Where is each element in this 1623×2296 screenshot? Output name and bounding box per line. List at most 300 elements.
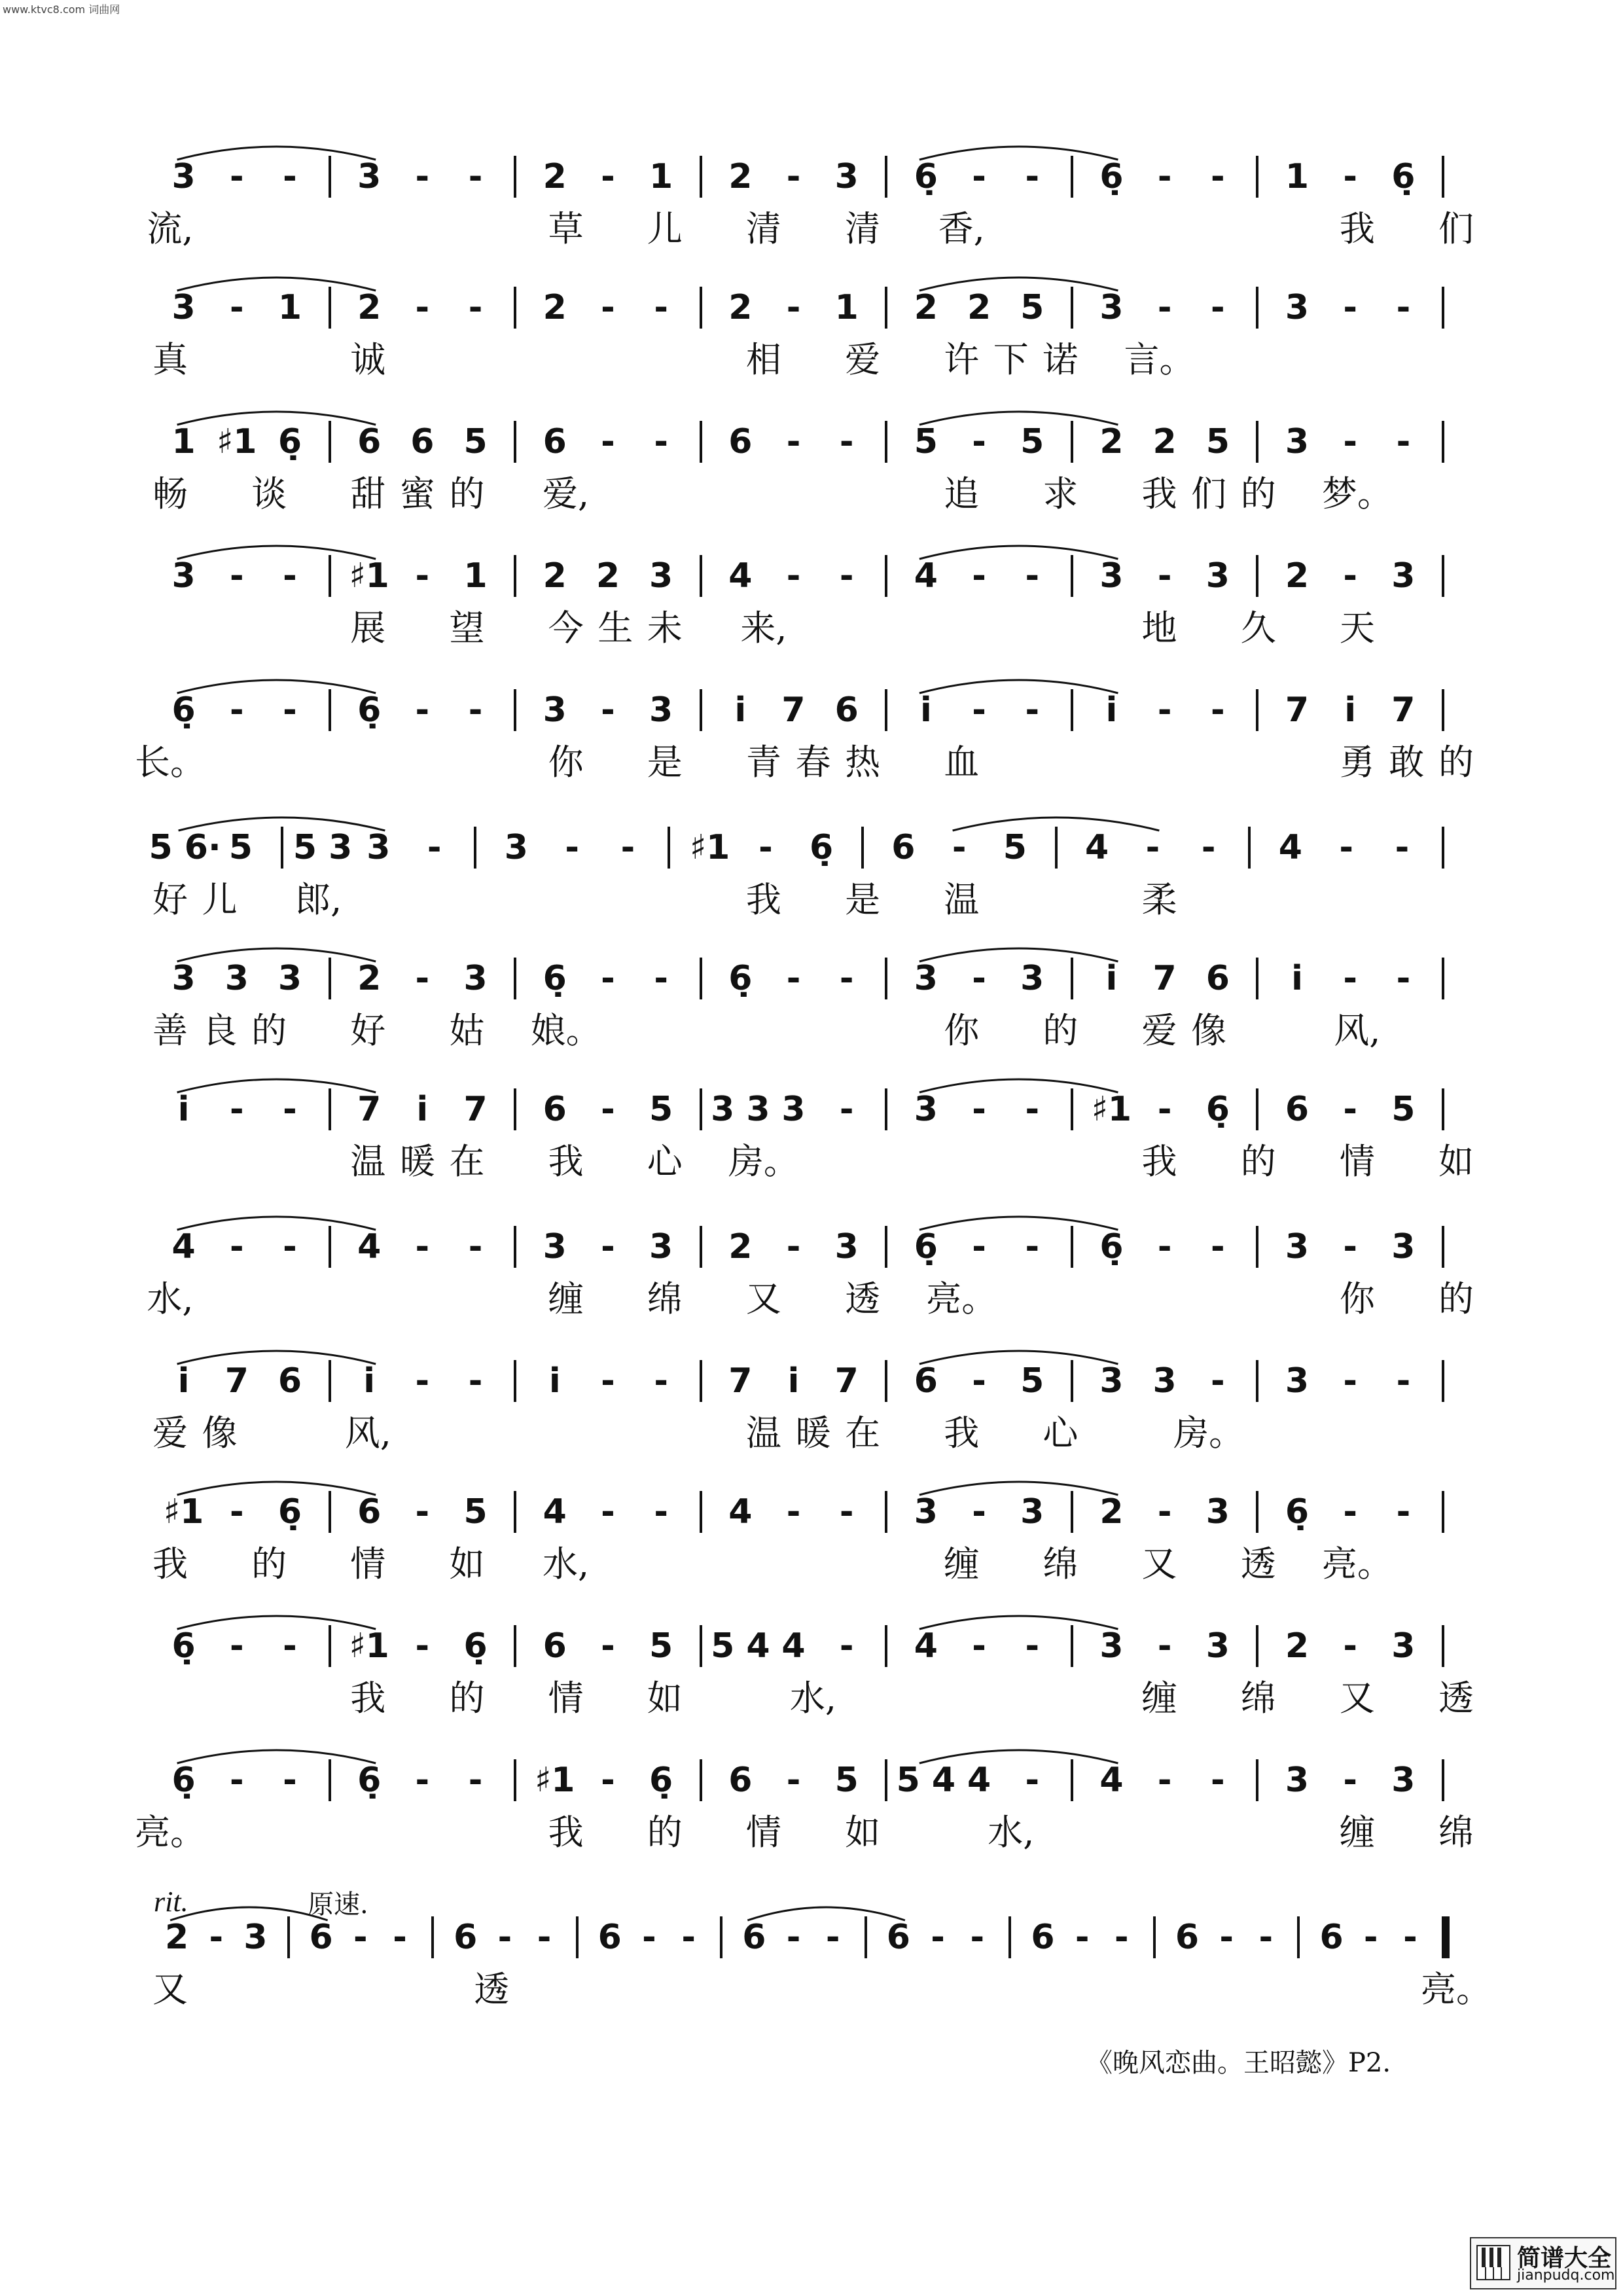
note: i̇ xyxy=(363,1361,376,1401)
note: 1 xyxy=(277,288,302,327)
lyric-char: 畅 xyxy=(152,473,188,514)
lyrics-row xyxy=(0,1672,1623,1725)
ritardando-mark: rit. xyxy=(154,1886,188,1918)
dash-note: - xyxy=(972,1090,986,1129)
note: 3 xyxy=(1205,1626,1230,1666)
barline xyxy=(1071,1759,1073,1801)
dash-note: - xyxy=(1343,1090,1357,1129)
lyric-char: 爱 xyxy=(1141,1010,1177,1051)
note: 3 xyxy=(1205,1492,1230,1532)
dash-note: - xyxy=(415,1492,430,1532)
note: 3 xyxy=(1099,1626,1124,1666)
barline xyxy=(1153,1916,1156,1958)
barline xyxy=(1442,1625,1444,1667)
note: 3 xyxy=(171,959,196,998)
barline xyxy=(1256,1759,1258,1801)
barline xyxy=(1008,1916,1011,1958)
note: 3 xyxy=(1391,1227,1416,1266)
lyric-char: 言。 xyxy=(1124,339,1195,380)
dash-note: - xyxy=(1396,1361,1411,1401)
barline xyxy=(865,1916,867,1958)
dash-note: - xyxy=(1395,828,1410,867)
lyric-char: 清 xyxy=(845,208,881,249)
note: 3 xyxy=(504,828,528,867)
barline xyxy=(885,421,887,463)
lyric-char: 情 xyxy=(548,1677,584,1719)
lyric-char: 绵 xyxy=(1240,1677,1276,1719)
note: 3 xyxy=(1285,288,1310,327)
dash-note: - xyxy=(415,691,430,730)
lyric-char: 我 xyxy=(350,1677,386,1719)
barline xyxy=(329,1491,331,1533)
lyric-char: 你 xyxy=(1339,1278,1375,1319)
dash-note: - xyxy=(1157,1761,1172,1800)
notation-row xyxy=(0,1355,1623,1407)
barline xyxy=(700,958,702,999)
dash-note: - xyxy=(229,1227,244,1266)
note: 3 xyxy=(1285,1761,1310,1800)
note: 4 xyxy=(543,1492,567,1532)
dash-note: - xyxy=(972,422,986,461)
lyric-char: 水, xyxy=(789,1677,837,1719)
lyric-char: 儿 xyxy=(202,879,238,920)
note: 4 xyxy=(1278,828,1302,867)
note: 7 xyxy=(728,1361,753,1401)
note: 5 xyxy=(649,1626,673,1666)
note: 4 xyxy=(357,1227,382,1266)
lyric-char: 亮。 xyxy=(135,1812,205,1853)
lyric-char: 温 xyxy=(350,1141,386,1182)
dash-note: - xyxy=(1157,556,1172,596)
note: 6̣ xyxy=(357,691,382,730)
note: 3 xyxy=(1152,1361,1177,1401)
dash-note: - xyxy=(468,1761,483,1800)
note: 2 xyxy=(1099,1492,1124,1532)
dash-note: - xyxy=(1403,1918,1418,1957)
dash-note: - xyxy=(1025,556,1040,596)
dash-note: - xyxy=(654,1361,668,1401)
barline xyxy=(514,555,516,597)
note: ♯1 xyxy=(689,828,730,867)
note: 3 xyxy=(781,1090,806,1129)
lyric-char: 心 xyxy=(1043,1412,1079,1454)
lyric-char: 许 xyxy=(944,339,980,380)
barline xyxy=(700,1491,702,1533)
dash-note: - xyxy=(601,1492,615,1532)
notation-row xyxy=(0,1486,1623,1538)
note: 6̣ xyxy=(810,828,834,867)
note: 4 xyxy=(728,1492,753,1532)
note: 2 xyxy=(357,288,382,327)
barline xyxy=(514,958,516,999)
dash-note: - xyxy=(601,1361,615,1401)
note: 2 xyxy=(596,556,620,596)
note: 3 xyxy=(357,157,382,196)
dash-note: - xyxy=(229,157,244,196)
dash-note: - xyxy=(825,1918,840,1957)
dash-note: - xyxy=(427,828,442,867)
dash-note: - xyxy=(1114,1918,1129,1957)
piano-icon xyxy=(1476,2245,1510,2280)
lyric-char: 蜜 xyxy=(399,473,435,514)
note: 3 xyxy=(243,1918,268,1957)
barline xyxy=(1442,1491,1444,1533)
lyric-char: 在 xyxy=(449,1141,485,1182)
lyric-char: 又 xyxy=(1339,1677,1375,1719)
note: 3 xyxy=(1391,1626,1416,1666)
barline xyxy=(885,1491,887,1533)
dash-note: - xyxy=(1025,157,1040,196)
barline xyxy=(1256,689,1258,731)
dash-note: - xyxy=(1157,1227,1172,1266)
lyric-char: 我 xyxy=(152,1543,188,1585)
note: 3 xyxy=(1285,1361,1310,1401)
lyrics-row xyxy=(0,1964,1623,2016)
dash-note: - xyxy=(972,157,986,196)
lyrics-row xyxy=(0,1407,1623,1460)
barline xyxy=(1071,958,1073,999)
dash-note: - xyxy=(283,1090,297,1129)
barline xyxy=(1442,1759,1444,1801)
lyric-char: 春 xyxy=(795,742,831,783)
barline xyxy=(700,1360,702,1402)
note: 2 xyxy=(543,157,567,196)
dash-note: - xyxy=(972,556,986,596)
dash-note: - xyxy=(1343,157,1357,196)
lyric-char: 勇 xyxy=(1339,742,1375,783)
lyric-char: 天 xyxy=(1339,607,1375,649)
note: 3 xyxy=(834,157,859,196)
dash-note: - xyxy=(229,556,244,596)
note: 5 4 xyxy=(896,1761,956,1800)
barline xyxy=(329,555,331,597)
lyric-char: 透 xyxy=(1240,1543,1276,1585)
lyric-char: 是 xyxy=(647,742,683,783)
note: i̇ xyxy=(1291,959,1303,998)
note: ♯1 xyxy=(163,1492,204,1532)
note: 7 xyxy=(1285,691,1310,730)
barline xyxy=(1442,1088,1444,1130)
dash-note: - xyxy=(601,1626,615,1666)
barline xyxy=(1071,689,1073,731)
barline xyxy=(1256,958,1258,999)
dash-note: - xyxy=(283,1626,297,1666)
lyric-char: 娘。 xyxy=(530,1010,601,1051)
note: 3 xyxy=(171,288,196,327)
lyric-char: 善 xyxy=(152,1010,188,1051)
brand-url: jianpudq.com xyxy=(1517,2267,1615,2284)
barline xyxy=(885,1088,887,1130)
note: 5 6· xyxy=(149,828,221,867)
barline xyxy=(329,689,331,731)
lyric-char: 良 xyxy=(202,1010,238,1051)
lyric-char: 的 xyxy=(251,1010,287,1051)
note: 2 xyxy=(1285,1626,1310,1666)
note: 7 xyxy=(463,1090,488,1129)
dash-note: - xyxy=(229,288,244,327)
dash-note: - xyxy=(468,288,483,327)
lyric-char: 情 xyxy=(350,1543,386,1585)
barline xyxy=(514,1088,516,1130)
lyric-char: 你 xyxy=(548,742,584,783)
lyric-char: 今 xyxy=(548,607,584,649)
notation-row xyxy=(0,821,1623,874)
note: ♯1 xyxy=(1091,1090,1132,1129)
barline xyxy=(1442,287,1444,329)
dash-note: - xyxy=(1211,157,1225,196)
lyric-char: 我 xyxy=(548,1141,584,1182)
dash-note: - xyxy=(1211,288,1225,327)
dash-note: - xyxy=(283,157,297,196)
dash-note: - xyxy=(601,691,615,730)
barline xyxy=(1071,1625,1073,1667)
dash-note: - xyxy=(415,959,430,998)
note: 6̣ xyxy=(1099,1227,1124,1266)
barline xyxy=(885,1625,887,1667)
notation-row xyxy=(0,416,1623,468)
barline xyxy=(1256,1226,1258,1268)
note: 6̣ xyxy=(728,959,753,998)
lyric-char: 的 xyxy=(1438,1278,1474,1319)
lyric-char: 如 xyxy=(647,1677,683,1719)
note: 4 xyxy=(967,1761,991,1800)
note: 7 xyxy=(834,1361,859,1401)
note: 2 xyxy=(357,959,382,998)
barline xyxy=(1297,1916,1300,1958)
dash-note: - xyxy=(229,1761,244,1800)
dash-note: - xyxy=(601,1761,615,1800)
dash-note: - xyxy=(1025,1761,1040,1800)
note: 6̣ xyxy=(1285,1492,1310,1532)
note: 5 xyxy=(463,1492,488,1532)
lyric-char: 爱 xyxy=(152,1412,188,1454)
dash-note: - xyxy=(1157,1492,1172,1532)
dash-note: - xyxy=(654,422,668,461)
barline xyxy=(576,1916,579,1958)
dash-note: - xyxy=(1343,288,1357,327)
lyric-char: 姑 xyxy=(449,1010,485,1051)
barline xyxy=(1071,1491,1073,1533)
barline xyxy=(431,1916,434,1958)
lyric-char: 热 xyxy=(845,742,881,783)
dash-note: - xyxy=(1396,1492,1411,1532)
barline xyxy=(885,1226,887,1268)
notation-row xyxy=(0,1221,1623,1273)
lyric-char: 又 xyxy=(1141,1543,1177,1585)
note: 6 xyxy=(1205,959,1230,998)
note: 5 xyxy=(228,828,253,867)
notation-row xyxy=(0,1620,1623,1672)
barline xyxy=(1256,156,1258,198)
note: 2 xyxy=(1099,422,1124,461)
barline xyxy=(1071,555,1073,597)
note: 6 xyxy=(1285,1090,1310,1129)
notation-row xyxy=(0,1083,1623,1136)
barline xyxy=(1256,1360,1258,1402)
note: 3 xyxy=(1205,556,1230,596)
barline xyxy=(720,1916,722,1958)
note: 2 xyxy=(728,157,753,196)
lyric-char: 相 xyxy=(745,339,781,380)
note: 6 xyxy=(834,691,859,730)
barline xyxy=(1248,827,1251,869)
note: 3 xyxy=(224,959,249,998)
note: 6 xyxy=(277,1361,302,1401)
note: 6 xyxy=(357,1492,382,1532)
dash-note: - xyxy=(415,1361,430,1401)
note: 3 3 xyxy=(711,1090,770,1129)
barline xyxy=(514,1360,516,1402)
dash-note: - xyxy=(1396,288,1411,327)
note: 6̣ xyxy=(1205,1090,1230,1129)
dash-note: - xyxy=(1363,1918,1378,1957)
note: 3 xyxy=(463,959,488,998)
note: 6 xyxy=(728,422,753,461)
lyric-char: 透 xyxy=(1438,1677,1474,1719)
barline xyxy=(329,1088,331,1130)
note: 1 xyxy=(171,422,196,461)
barline xyxy=(1442,827,1444,869)
dash-note: - xyxy=(1211,1361,1225,1401)
dash-note: - xyxy=(1343,1492,1357,1532)
note: 6 xyxy=(1175,1918,1200,1957)
note: 5 xyxy=(1391,1090,1416,1129)
dash-note: - xyxy=(952,828,967,867)
lyric-char: 的 xyxy=(251,1543,287,1585)
note: i̇ xyxy=(548,1361,561,1401)
lyrics-row xyxy=(0,602,1623,655)
dash-note: - xyxy=(601,959,615,998)
barline xyxy=(329,1625,331,1667)
barline xyxy=(1442,689,1444,731)
note: 2 xyxy=(1152,422,1177,461)
barline xyxy=(885,1759,887,1801)
dash-note: - xyxy=(283,556,297,596)
lyric-char: 你 xyxy=(944,1010,980,1051)
note: 6 xyxy=(1031,1918,1055,1957)
barline xyxy=(700,689,702,731)
lyric-char: 地 xyxy=(1141,607,1177,649)
dash-note: - xyxy=(972,1361,986,1401)
lyric-char: 暖 xyxy=(795,1412,831,1454)
dash-note: - xyxy=(972,691,986,730)
barline xyxy=(1256,421,1258,463)
dash-note: - xyxy=(1343,1761,1357,1800)
note: 2 xyxy=(728,288,753,327)
note: 7 xyxy=(357,1090,382,1129)
lyric-char: 像 xyxy=(202,1412,238,1454)
lyric-char: 温 xyxy=(944,879,980,920)
note: 6 xyxy=(543,422,567,461)
dash-note: - xyxy=(1025,1090,1040,1129)
note: 6̣ xyxy=(1391,157,1416,196)
lyric-char: 缠 xyxy=(548,1278,584,1319)
note: 7 xyxy=(781,691,806,730)
barline xyxy=(1256,555,1258,597)
dash-note: - xyxy=(283,1761,297,1800)
note: 6̣ xyxy=(649,1761,673,1800)
dash-note: - xyxy=(1343,556,1357,596)
note: 5 xyxy=(649,1090,673,1129)
note: 6 xyxy=(543,1626,567,1666)
notation-row xyxy=(0,151,1623,203)
dash-note: - xyxy=(931,1918,945,1957)
lyric-char: 的 xyxy=(449,1677,485,1719)
barline xyxy=(474,827,476,869)
barline xyxy=(287,1916,290,1958)
lyric-char: 柔 xyxy=(1141,879,1177,920)
note: 4 xyxy=(1099,1761,1124,1800)
barline xyxy=(514,1491,516,1533)
note: 2 xyxy=(1285,556,1310,596)
note: i̇ xyxy=(177,1361,190,1401)
barline xyxy=(1442,421,1444,463)
note: 6̣ xyxy=(543,959,567,998)
barline xyxy=(668,827,670,869)
dash-note: - xyxy=(283,1227,297,1266)
notation-row xyxy=(0,281,1623,334)
lyric-char: 求 xyxy=(1043,473,1079,514)
lyric-char: 缠 xyxy=(1141,1677,1177,1719)
note: 3 xyxy=(1391,556,1416,596)
lyric-char: 绵 xyxy=(647,1278,683,1319)
barline xyxy=(329,958,331,999)
note: 6 xyxy=(454,1918,478,1957)
lyrics-row xyxy=(0,468,1623,520)
lyric-char: 们 xyxy=(1438,208,1474,249)
lyric-char: 我 xyxy=(944,1412,980,1454)
barline xyxy=(1256,1088,1258,1130)
lyric-char: 香, xyxy=(938,208,985,249)
lyric-char: 如 xyxy=(449,1543,485,1585)
dash-note: - xyxy=(468,691,483,730)
lyric-char: 未 xyxy=(647,607,683,649)
barline xyxy=(1071,1360,1073,1402)
dash-note: - xyxy=(415,157,430,196)
lyric-char: 梦。 xyxy=(1321,473,1393,514)
note: 3 xyxy=(366,828,391,867)
lyric-char: 谈 xyxy=(251,473,287,514)
dash-note: - xyxy=(642,1918,656,1957)
lyric-char: 的 xyxy=(1240,1141,1276,1182)
dash-note: - xyxy=(1343,422,1357,461)
barline xyxy=(514,689,516,731)
barline xyxy=(885,689,887,731)
barline xyxy=(861,827,864,869)
note: 3 xyxy=(1285,422,1310,461)
barline xyxy=(329,1759,331,1801)
barline xyxy=(1055,827,1058,869)
note: i̇ xyxy=(1105,959,1118,998)
lyric-char: 如 xyxy=(845,1812,881,1853)
note: 6 xyxy=(914,1361,938,1401)
dash-note: - xyxy=(229,1090,244,1129)
lyric-char: 又 xyxy=(152,1969,188,2010)
note: 5 3 xyxy=(293,828,353,867)
lyric-char: 好 xyxy=(152,879,188,920)
lyric-char: 诺 xyxy=(1043,339,1079,380)
dash-note: - xyxy=(786,1492,801,1532)
note: 2 xyxy=(728,1227,753,1266)
note: ♯1 xyxy=(217,422,257,461)
dash-note: - xyxy=(497,1918,512,1957)
note: 3 xyxy=(649,1227,673,1266)
lyric-char: 亮。 xyxy=(1421,1969,1491,2010)
note: 6 xyxy=(728,1761,753,1800)
note: i̇ xyxy=(787,1361,800,1401)
note: 7 xyxy=(224,1361,249,1401)
note: 2 xyxy=(543,288,567,327)
